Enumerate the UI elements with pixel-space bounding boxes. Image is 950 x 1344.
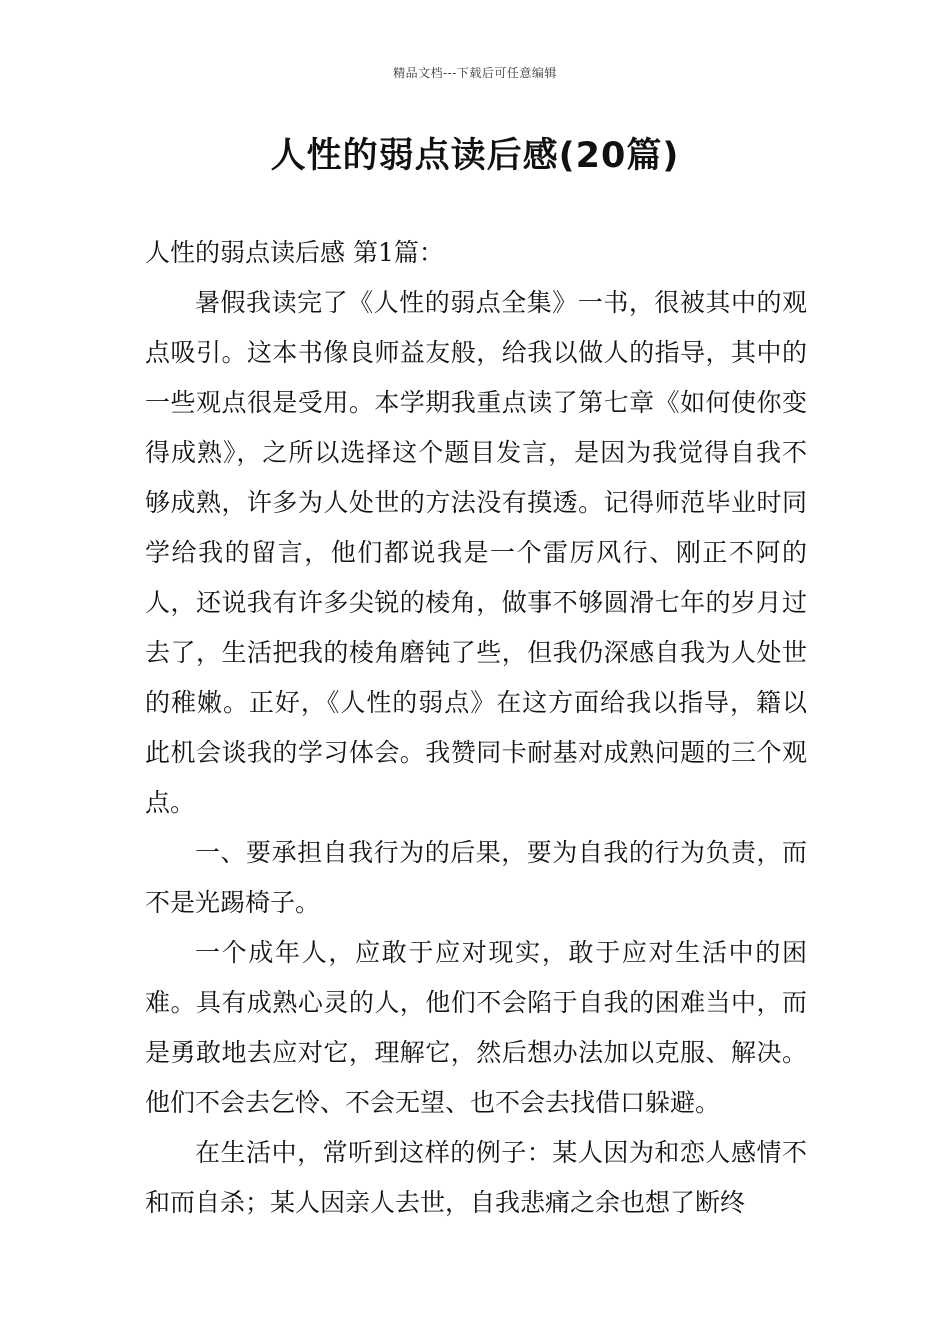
page-header: 精品文档---下载后可任意编辑	[393, 66, 557, 80]
document-title: 人性的弱点读后感(20篇)	[270, 136, 680, 176]
paragraph: 在生活中，常听到这样的例子：某人因为和恋人感情不和而自杀；某人因亲人去世，自我悲痛之余也想了断终	[145, 1138, 807, 1217]
paragraph: 暑假我读完了《人性的弱点全集》一书，很被其中的观点吸引。这本书像良师益友般，给我以做人的指导，其中的一些观点很是受用。本学期我重点读了第七章《如何使你变得成熟》，之所以选择这个题目发言，是因为我觉得自我不够成熟，许多为人处世的方法没有摸透。记得师范毕业时同学给我的留言，他们都说我是一个雷厉风行、刚正不阿的人，还说我有许多尖锐的棱角，做事不够圆滑七年的岁月过去了，生活把我的棱角磨钝了些，但我仍深感自我为人处世的稚嫩。正好，《人性的弱点》在这方面给我以指导，籍以此机会谈我的学习体会。我赞同卡耐基对成熟问题的三个观点。	[145, 288, 807, 817]
section-label: 人性的弱点读后感 第1篇：	[145, 238, 444, 267]
document-body	[145, 228, 807, 1228]
paragraph: 一个成年人，应敢于应对现实，敢于应对生活中的困难。具有成熟心灵的人，他们不会陷于自我的困难当中，而是勇敢地去应对它，理解它，然后想办法加以克服、解决。他们不会去乞怜、不会无望、也不会去找借口躲避。	[145, 938, 807, 1117]
paragraph: 一、要承担自我行为的后果，要为自我的行为负责，而不是光踢椅子。	[145, 838, 807, 917]
